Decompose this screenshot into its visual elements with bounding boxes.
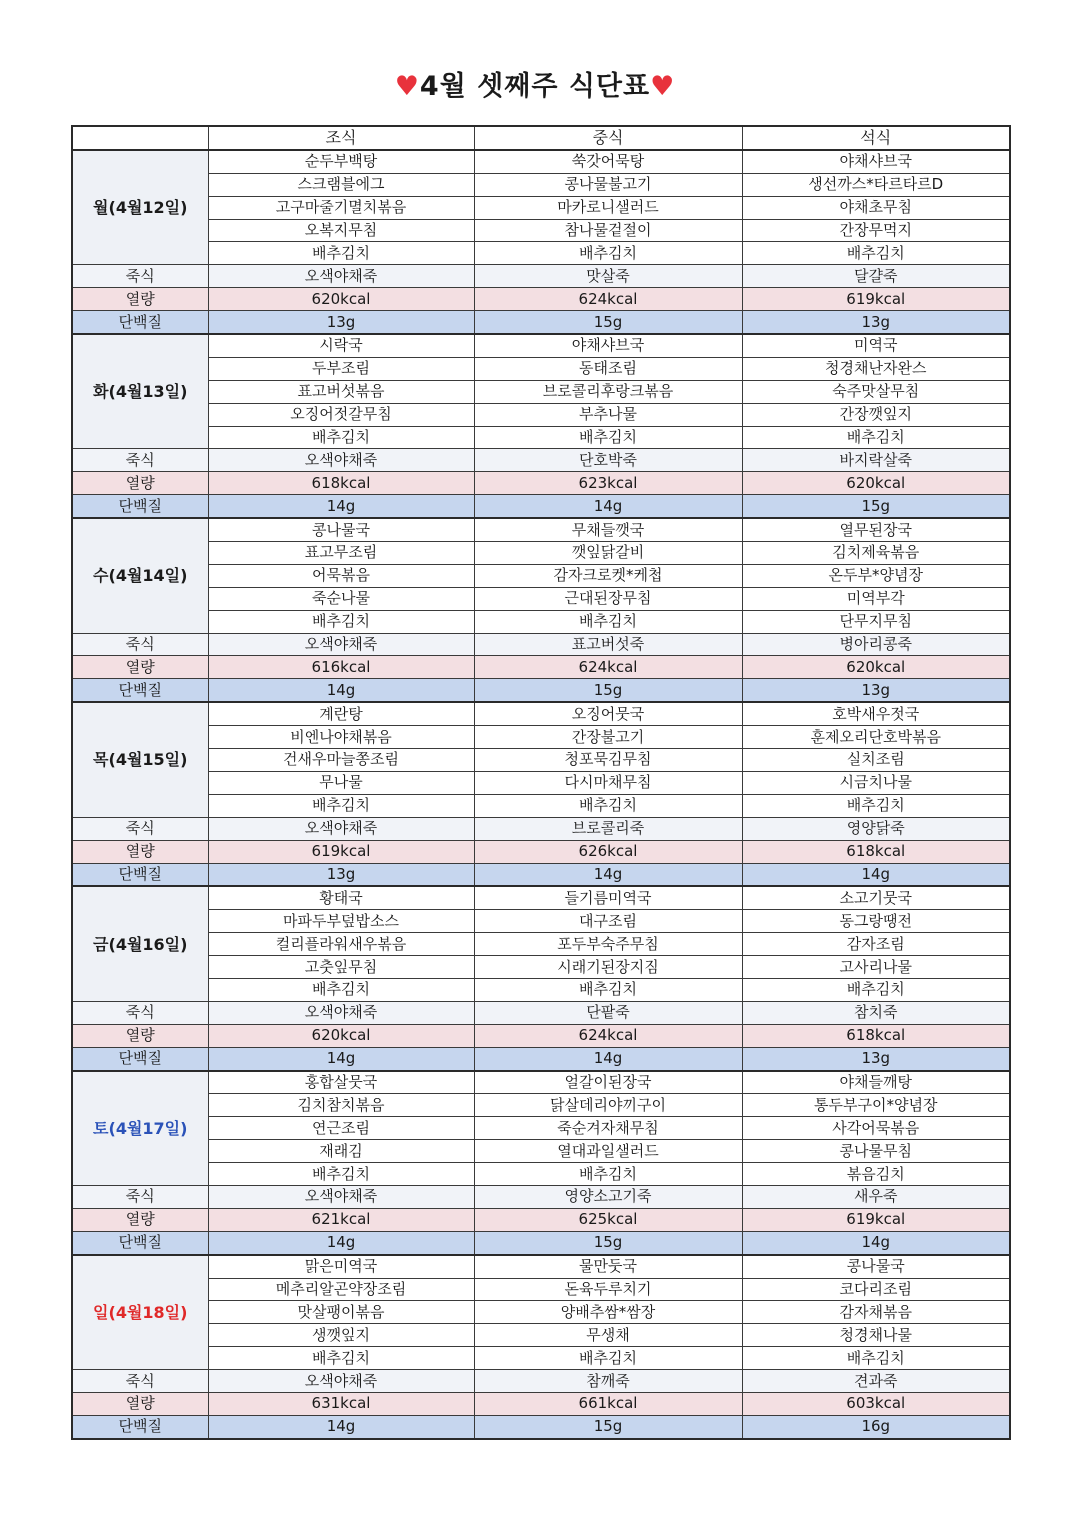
protein-label: 단백질 — [72, 311, 208, 334]
menu-cell-dinner: 코다리조림 — [742, 1278, 1010, 1301]
menu-cell-lunch: 배추김치 — [474, 242, 742, 265]
menu-row — [72, 334, 1010, 357]
porridge-label: 죽식 — [72, 449, 208, 472]
menu-row — [72, 518, 1010, 541]
menu-cell-dinner: 배추김치 — [742, 1347, 1010, 1370]
porridge-row — [72, 265, 1010, 288]
menu-cell-dinner: 콩나물무침 — [742, 1140, 1010, 1163]
porridge-cell-lunch: 표고버섯죽 — [474, 633, 742, 656]
calorie-cell-lunch: 625kcal — [474, 1208, 742, 1231]
page-title — [0, 64, 1070, 103]
menu-cell-lunch: 배추김치 — [474, 426, 742, 449]
menu-cell-dinner: 청경채나물 — [742, 1324, 1010, 1347]
menu-cell-lunch: 감자크로켓*케첩 — [474, 564, 742, 587]
porridge-row — [72, 817, 1010, 840]
porridge-cell-dinner: 병아리콩죽 — [742, 633, 1010, 656]
calorie-row — [72, 840, 1010, 863]
protein-row — [72, 863, 1010, 886]
menu-cell-breakfast: 오징어젓갈무침 — [208, 403, 474, 426]
menu-cell-lunch: 깻잎닭갈비 — [474, 542, 742, 565]
calorie-cell-breakfast: 621kcal — [208, 1208, 474, 1231]
day-label: 월(4월12일) — [72, 150, 208, 265]
protein-label: 단백질 — [72, 863, 208, 886]
menu-cell-dinner: 사각어묵볶음 — [742, 1117, 1010, 1140]
calorie-cell-breakfast: 620kcal — [208, 1024, 474, 1047]
protein-cell-lunch: 14g — [474, 1047, 742, 1070]
menu-cell-breakfast: 오복지무침 — [208, 219, 474, 242]
menu-cell-dinner: 배추김치 — [742, 426, 1010, 449]
menu-cell-lunch: 시래기된장지짐 — [474, 956, 742, 979]
menu-cell-breakfast: 스크램블에그 — [208, 173, 474, 196]
menu-row — [72, 886, 1010, 909]
menu-cell-dinner: 고사리나물 — [742, 956, 1010, 979]
menu-cell-breakfast: 비엔나야채볶음 — [208, 726, 474, 749]
menu-cell-dinner: 실치조림 — [742, 749, 1010, 772]
menu-cell-dinner: 온두부*양념장 — [742, 564, 1010, 587]
menu-row — [72, 1278, 1010, 1301]
menu-row — [72, 564, 1010, 587]
calorie-cell-breakfast: 616kcal — [208, 656, 474, 679]
menu-cell-breakfast: 고구마줄기멸치볶음 — [208, 196, 474, 219]
header-breakfast: 조식 — [208, 126, 474, 150]
porridge-row — [72, 1370, 1010, 1393]
menu-cell-dinner: 미역국 — [742, 334, 1010, 357]
protein-cell-dinner: 15g — [742, 495, 1010, 518]
menu-row — [72, 1094, 1010, 1117]
protein-cell-dinner: 13g — [742, 1047, 1010, 1070]
meal-table — [71, 125, 1011, 1440]
menu-cell-lunch: 마카로니샐러드 — [474, 196, 742, 219]
calorie-cell-dinner: 618kcal — [742, 1024, 1010, 1047]
menu-cell-lunch: 배추김치 — [474, 1163, 742, 1186]
menu-row — [72, 1117, 1010, 1140]
protein-cell-dinner: 14g — [742, 863, 1010, 886]
menu-cell-breakfast: 고춧잎무침 — [208, 956, 474, 979]
menu-cell-dinner: 숙주맛살무침 — [742, 380, 1010, 403]
porridge-cell-breakfast: 오색야채죽 — [208, 265, 474, 288]
porridge-cell-lunch: 영양소고기죽 — [474, 1185, 742, 1208]
protein-row — [72, 1415, 1010, 1438]
menu-row — [72, 1301, 1010, 1324]
menu-row — [72, 219, 1010, 242]
menu-row — [72, 380, 1010, 403]
porridge-cell-dinner: 새우죽 — [742, 1185, 1010, 1208]
protein-cell-breakfast: 13g — [208, 311, 474, 334]
menu-cell-lunch: 얼갈이된장국 — [474, 1071, 742, 1094]
menu-cell-breakfast: 컬리플라워새우볶음 — [208, 933, 474, 956]
header-lunch: 중식 — [474, 126, 742, 150]
calorie-cell-dinner: 620kcal — [742, 472, 1010, 495]
menu-row — [72, 933, 1010, 956]
title-text: 4월 셋째주 식단표 — [419, 71, 651, 102]
porridge-cell-breakfast: 오색야채죽 — [208, 817, 474, 840]
menu-cell-breakfast: 연근조림 — [208, 1117, 474, 1140]
menu-row — [72, 1255, 1010, 1278]
menu-cell-lunch: 간장불고기 — [474, 726, 742, 749]
header-dinner: 석식 — [742, 126, 1010, 150]
menu-cell-lunch: 부추나물 — [474, 403, 742, 426]
porridge-cell-dinner: 참치죽 — [742, 1001, 1010, 1024]
menu-cell-lunch: 물만둣국 — [474, 1255, 742, 1278]
calorie-label: 열량 — [72, 840, 208, 863]
day-label: 토(4월17일) — [72, 1071, 208, 1186]
protein-row — [72, 679, 1010, 702]
menu-cell-dinner: 감자조림 — [742, 933, 1010, 956]
protein-cell-breakfast: 14g — [208, 495, 474, 518]
day-label: 금(4월16일) — [72, 886, 208, 1001]
menu-cell-breakfast: 메추리알곤약장조림 — [208, 1278, 474, 1301]
day-label: 일(4월18일) — [72, 1255, 208, 1370]
protein-row — [72, 495, 1010, 518]
menu-row — [72, 978, 1010, 1001]
porridge-row — [72, 633, 1010, 656]
calorie-cell-dinner: 619kcal — [742, 288, 1010, 311]
porridge-cell-breakfast: 오색야채죽 — [208, 1370, 474, 1393]
menu-cell-breakfast: 홍합살뭇국 — [208, 1071, 474, 1094]
header-corner — [72, 126, 208, 150]
porridge-row — [72, 1185, 1010, 1208]
menu-row — [72, 357, 1010, 380]
menu-cell-lunch: 죽순겨자채무침 — [474, 1117, 742, 1140]
porridge-cell-dinner: 견과죽 — [742, 1370, 1010, 1393]
menu-row — [72, 1347, 1010, 1370]
protein-cell-breakfast: 13g — [208, 863, 474, 886]
protein-cell-dinner: 14g — [742, 1231, 1010, 1254]
porridge-cell-breakfast: 오색야채죽 — [208, 1001, 474, 1024]
calorie-label: 열량 — [72, 288, 208, 311]
protein-label: 단백질 — [72, 495, 208, 518]
menu-cell-dinner: 생선까스*타르타르D — [742, 173, 1010, 196]
calorie-cell-breakfast: 618kcal — [208, 472, 474, 495]
menu-cell-lunch: 동태조림 — [474, 357, 742, 380]
menu-cell-lunch: 참나물겉절이 — [474, 219, 742, 242]
porridge-label: 죽식 — [72, 817, 208, 840]
porridge-cell-breakfast: 오색야채죽 — [208, 449, 474, 472]
day-label: 수(4월14일) — [72, 518, 208, 633]
menu-cell-dinner: 야채초무침 — [742, 196, 1010, 219]
menu-cell-dinner: 볶음김치 — [742, 1163, 1010, 1186]
menu-row — [72, 1071, 1010, 1094]
menu-row — [72, 1140, 1010, 1163]
protein-label: 단백질 — [72, 1047, 208, 1070]
menu-cell-lunch: 배추김치 — [474, 978, 742, 1001]
porridge-label: 죽식 — [72, 1370, 208, 1393]
menu-cell-dinner: 감자채볶음 — [742, 1301, 1010, 1324]
menu-cell-lunch: 닭살데리야끼구이 — [474, 1094, 742, 1117]
menu-cell-lunch: 포두부숙주무침 — [474, 933, 742, 956]
menu-cell-lunch: 양배추쌈*쌈장 — [474, 1301, 742, 1324]
menu-cell-lunch: 들기름미역국 — [474, 886, 742, 909]
menu-row — [72, 1163, 1010, 1186]
menu-cell-lunch: 무채들깻국 — [474, 518, 742, 541]
heart-icon: ♥ — [394, 71, 420, 102]
calorie-row — [72, 1208, 1010, 1231]
meal-table-body — [72, 150, 1010, 1439]
menu-cell-lunch: 대구조림 — [474, 910, 742, 933]
porridge-label: 죽식 — [72, 1001, 208, 1024]
calorie-row — [72, 1024, 1010, 1047]
protein-row — [72, 1047, 1010, 1070]
porridge-cell-lunch: 브로콜리죽 — [474, 817, 742, 840]
menu-cell-dinner: 간장무먹지 — [742, 219, 1010, 242]
calorie-label: 열량 — [72, 472, 208, 495]
menu-cell-breakfast: 배추김치 — [208, 1347, 474, 1370]
menu-row — [72, 1324, 1010, 1347]
menu-row — [72, 587, 1010, 610]
protein-cell-dinner: 13g — [742, 311, 1010, 334]
protein-cell-lunch: 15g — [474, 1231, 742, 1254]
header-row — [72, 126, 1010, 150]
menu-cell-lunch: 배추김치 — [474, 1347, 742, 1370]
menu-cell-breakfast: 맑은미역국 — [208, 1255, 474, 1278]
protein-cell-lunch: 15g — [474, 679, 742, 702]
menu-cell-lunch: 배추김치 — [474, 610, 742, 633]
menu-cell-dinner: 청경채난자완스 — [742, 357, 1010, 380]
menu-row — [72, 956, 1010, 979]
calorie-row — [72, 1392, 1010, 1415]
menu-cell-breakfast: 죽순나물 — [208, 587, 474, 610]
menu-cell-breakfast: 콩나물국 — [208, 518, 474, 541]
menu-cell-dinner: 야채샤브국 — [742, 150, 1010, 173]
menu-row — [72, 426, 1010, 449]
calorie-row — [72, 472, 1010, 495]
calorie-cell-breakfast: 619kcal — [208, 840, 474, 863]
calorie-cell-lunch: 624kcal — [474, 288, 742, 311]
menu-cell-dinner: 콩나물국 — [742, 1255, 1010, 1278]
calorie-label: 열량 — [72, 1208, 208, 1231]
menu-cell-dinner: 미역부각 — [742, 587, 1010, 610]
menu-cell-lunch: 다시마채무침 — [474, 771, 742, 794]
menu-cell-lunch: 야채샤브국 — [474, 334, 742, 357]
menu-cell-breakfast: 맛살팽이볶음 — [208, 1301, 474, 1324]
menu-row — [72, 150, 1010, 173]
menu-cell-lunch: 무생채 — [474, 1324, 742, 1347]
menu-cell-breakfast: 배추김치 — [208, 978, 474, 1001]
calorie-cell-breakfast: 631kcal — [208, 1392, 474, 1415]
menu-cell-breakfast: 표고무조림 — [208, 542, 474, 565]
menu-row — [72, 173, 1010, 196]
menu-cell-dinner: 단무지무침 — [742, 610, 1010, 633]
calorie-cell-dinner: 618kcal — [742, 840, 1010, 863]
menu-cell-dinner: 소고기뭇국 — [742, 886, 1010, 909]
menu-cell-breakfast: 황태국 — [208, 886, 474, 909]
menu-row — [72, 910, 1010, 933]
protein-row — [72, 311, 1010, 334]
menu-cell-dinner: 훈제오리단호박볶음 — [742, 726, 1010, 749]
menu-cell-lunch: 오징어뭇국 — [474, 702, 742, 725]
calorie-cell-breakfast: 620kcal — [208, 288, 474, 311]
day-label: 화(4월13일) — [72, 334, 208, 449]
menu-cell-dinner: 야채들깨탕 — [742, 1071, 1010, 1094]
menu-cell-dinner: 간장깻잎지 — [742, 403, 1010, 426]
porridge-row — [72, 1001, 1010, 1024]
menu-cell-breakfast: 마파두부덮밥소스 — [208, 910, 474, 933]
protein-label: 단백질 — [72, 679, 208, 702]
protein-cell-breakfast: 14g — [208, 679, 474, 702]
protein-label: 단백질 — [72, 1231, 208, 1254]
porridge-cell-breakfast: 오색야채죽 — [208, 633, 474, 656]
porridge-row — [72, 449, 1010, 472]
menu-cell-dinner: 열무된장국 — [742, 518, 1010, 541]
menu-cell-breakfast: 순두부백탕 — [208, 150, 474, 173]
menu-cell-breakfast: 건새우마늘쫑조림 — [208, 749, 474, 772]
menu-cell-breakfast: 배추김치 — [208, 426, 474, 449]
menu-cell-lunch: 배추김치 — [474, 794, 742, 817]
calorie-cell-lunch: 661kcal — [474, 1392, 742, 1415]
menu-cell-breakfast: 배추김치 — [208, 794, 474, 817]
protein-cell-breakfast: 14g — [208, 1415, 474, 1438]
menu-cell-dinner: 김치제육볶음 — [742, 542, 1010, 565]
protein-cell-dinner: 13g — [742, 679, 1010, 702]
menu-cell-dinner: 시금치나물 — [742, 771, 1010, 794]
calorie-cell-lunch: 626kcal — [474, 840, 742, 863]
day-label: 목(4월15일) — [72, 702, 208, 817]
menu-cell-breakfast: 재래김 — [208, 1140, 474, 1163]
calorie-row — [72, 288, 1010, 311]
porridge-cell-dinner: 영양닭죽 — [742, 817, 1010, 840]
menu-cell-dinner: 호박새우젓국 — [742, 702, 1010, 725]
menu-cell-breakfast: 표고버섯볶음 — [208, 380, 474, 403]
protein-row — [72, 1231, 1010, 1254]
calorie-cell-dinner: 603kcal — [742, 1392, 1010, 1415]
menu-cell-breakfast: 배추김치 — [208, 242, 474, 265]
menu-cell-dinner: 동그랑땡전 — [742, 910, 1010, 933]
protein-cell-lunch: 15g — [474, 311, 742, 334]
menu-row — [72, 196, 1010, 219]
calorie-label: 열량 — [72, 656, 208, 679]
menu-row — [72, 403, 1010, 426]
menu-cell-dinner: 배추김치 — [742, 978, 1010, 1001]
menu-cell-breakfast: 김치참치볶음 — [208, 1094, 474, 1117]
menu-row — [72, 610, 1010, 633]
protein-cell-breakfast: 14g — [208, 1047, 474, 1070]
porridge-cell-lunch: 단팥죽 — [474, 1001, 742, 1024]
protein-cell-lunch: 14g — [474, 495, 742, 518]
menu-cell-breakfast: 생깻잎지 — [208, 1324, 474, 1347]
menu-row — [72, 542, 1010, 565]
calorie-row — [72, 656, 1010, 679]
menu-cell-breakfast: 배추김치 — [208, 1163, 474, 1186]
menu-row — [72, 242, 1010, 265]
porridge-cell-lunch: 단호박죽 — [474, 449, 742, 472]
menu-cell-lunch: 돈육두루치기 — [474, 1278, 742, 1301]
calorie-cell-dinner: 619kcal — [742, 1208, 1010, 1231]
calorie-cell-dinner: 620kcal — [742, 656, 1010, 679]
menu-cell-breakfast: 계란탕 — [208, 702, 474, 725]
menu-cell-dinner: 통두부구이*양념장 — [742, 1094, 1010, 1117]
menu-cell-breakfast: 어묵볶음 — [208, 564, 474, 587]
menu-row — [72, 726, 1010, 749]
porridge-label: 죽식 — [72, 265, 208, 288]
menu-row — [72, 794, 1010, 817]
menu-cell-breakfast: 시락국 — [208, 334, 474, 357]
menu-cell-lunch: 열대과일샐러드 — [474, 1140, 742, 1163]
porridge-label: 죽식 — [72, 633, 208, 656]
porridge-cell-dinner: 바지락살죽 — [742, 449, 1010, 472]
calorie-cell-lunch: 624kcal — [474, 656, 742, 679]
menu-cell-lunch: 청포묵김무침 — [474, 749, 742, 772]
porridge-cell-lunch: 참깨죽 — [474, 1370, 742, 1393]
protein-cell-lunch: 14g — [474, 863, 742, 886]
menu-row — [72, 702, 1010, 725]
menu-row — [72, 749, 1010, 772]
calorie-cell-lunch: 624kcal — [474, 1024, 742, 1047]
menu-cell-dinner: 배추김치 — [742, 794, 1010, 817]
menu-row — [72, 771, 1010, 794]
porridge-label: 죽식 — [72, 1185, 208, 1208]
calorie-label: 열량 — [72, 1392, 208, 1415]
porridge-cell-breakfast: 오색야채죽 — [208, 1185, 474, 1208]
heart-icon: ♥ — [650, 71, 676, 102]
protein-cell-lunch: 15g — [474, 1415, 742, 1438]
menu-cell-lunch: 콩나물불고기 — [474, 173, 742, 196]
protein-cell-breakfast: 14g — [208, 1231, 474, 1254]
menu-cell-breakfast: 두부조림 — [208, 357, 474, 380]
menu-cell-lunch: 쑥갓어묵탕 — [474, 150, 742, 173]
protein-label: 단백질 — [72, 1415, 208, 1438]
menu-cell-lunch: 근대된장무침 — [474, 587, 742, 610]
porridge-cell-dinner: 달걀죽 — [742, 265, 1010, 288]
menu-cell-breakfast: 배추김치 — [208, 610, 474, 633]
menu-cell-breakfast: 무나물 — [208, 771, 474, 794]
calorie-label: 열량 — [72, 1024, 208, 1047]
protein-cell-dinner: 16g — [742, 1415, 1010, 1438]
menu-cell-dinner: 배추김치 — [742, 242, 1010, 265]
calorie-cell-lunch: 623kcal — [474, 472, 742, 495]
menu-cell-lunch: 브로콜리후랑크볶음 — [474, 380, 742, 403]
porridge-cell-lunch: 맛살죽 — [474, 265, 742, 288]
